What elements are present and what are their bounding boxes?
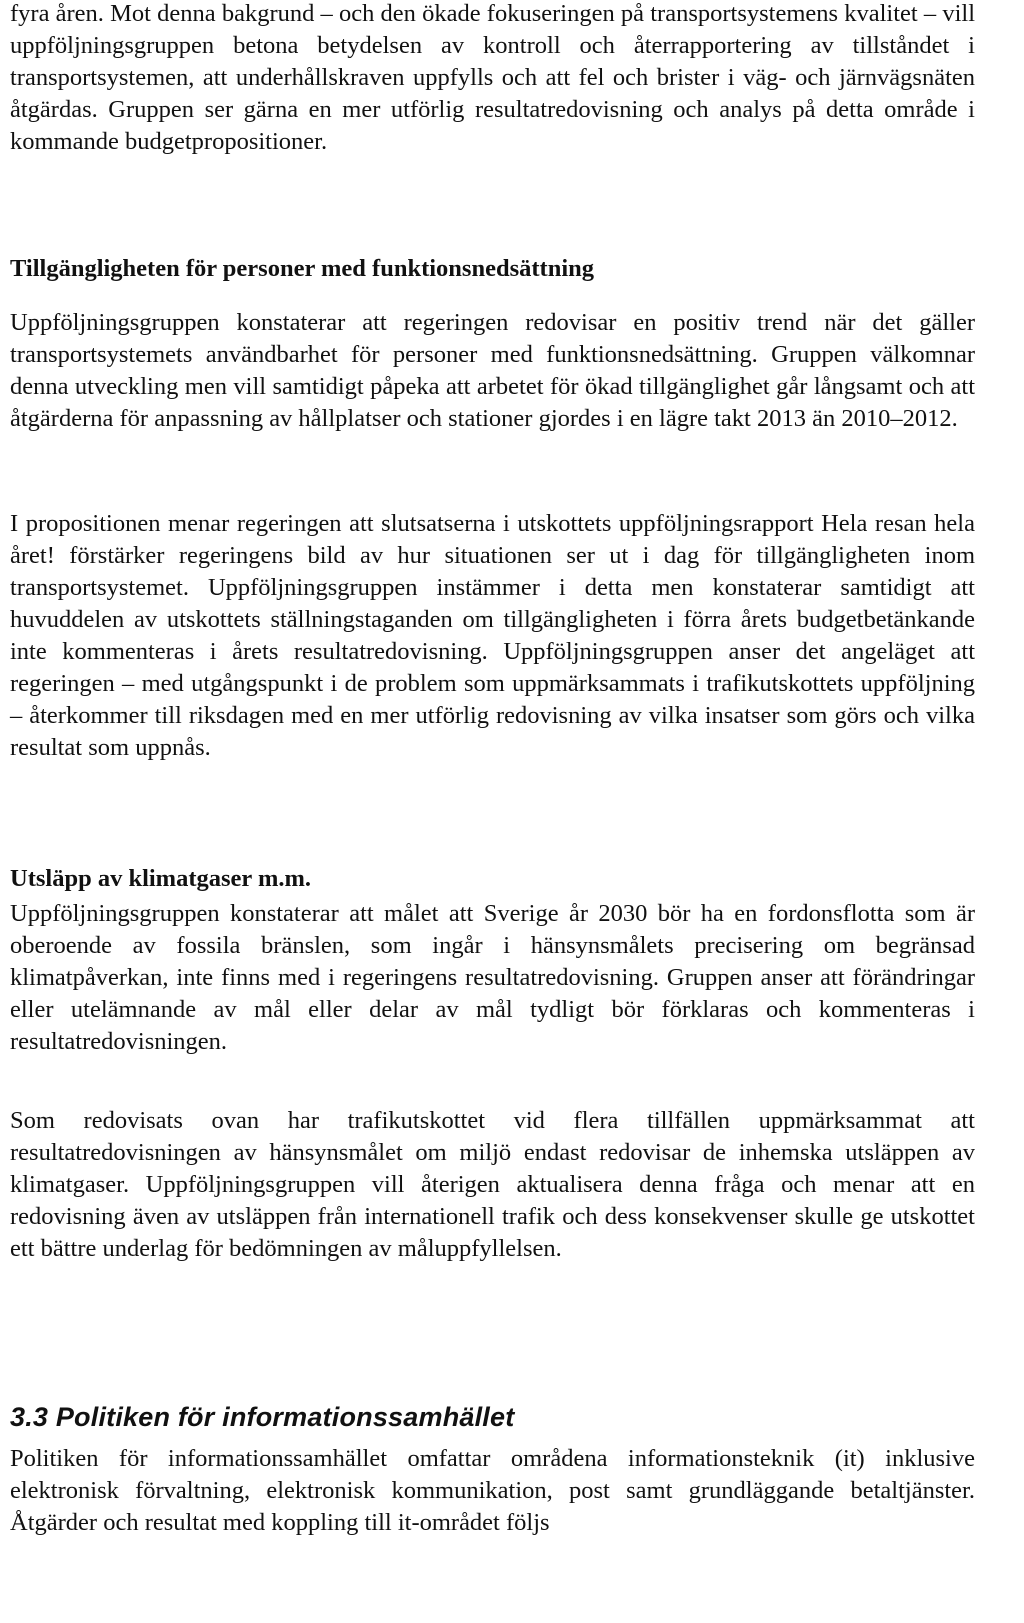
body-paragraph-accessibility-trend: Uppföljningsgruppen konstaterar att regeringen redovisar en positiv trend när det gäller transportsystemets användbarhet för personer med funktionsnedsättning. Gruppen välkomnar denna utveckling men vill samtidigt påpeka att arbetet för ökad tillgänglighet går långsamt och att åtgärderna för anpassning av hållplatser och stationer gjordes i en lägre takt 2013 än 2010–2012. [10,309,975,432]
body-paragraph-fossil-goal: Uppföljningsgruppen konstaterar att målet att Sverige år 2030 bör ha en fordonsflotta som är oberoende av fossila bränslen, som ingår i hänsynsmålets precisering om begränsad klimatpåverkan, inte finns med i regeringens resultatredovisning. Gruppen anser att förändringar eller utelämnande av mål eller delar av mål tydligt bör förklaras och kommenteras i resultatredovisningen. [10,900,975,1055]
body-paragraph-accessibility-proposition: I propositionen menar regeringen att slutsatserna i utskottets uppföljningsrapport Hela resan hela året! förstärker regeringens bild av hur situationen ser ut i dag för tillgängligheten inom transportsystemet. Uppföljningsgruppen instämmer i detta men konstaterar samtidigt att huvuddelen av utskottets ställningstaganden om tillgängligheten i förra årets budgetbetänkande inte kommenteras i årets resultatredovisning. Uppföljningsgruppen anser det angeläget att regeringen – med utgångspunkt i de problem som uppmärksammats i trafikutskottets uppföljning – återkommer till riksdagen med en mer utförlig redovisning av vilka insatser som görs och vilka resultat som uppnås. [10,510,975,761]
subheading-accessibility: Tillgängligheten för personer med funktionsnedsättning [10,255,595,282]
section-heading-information-society: 3.3 Politiken för informationssamhället [10,1402,515,1432]
body-paragraph-information-society: Politiken för informationssamhället omfattar områdena informationsteknik (it) inklusive elektronisk förvaltning, elektronisk kommunikation, post samt grundläggande betaltjänster. Åtgärder och resultat med koppling till it-området följs [10,1445,975,1536]
body-paragraph-international-traffic: Som redovisats ovan har trafikutskottet vid flera tillfällen uppmärksammat att resultatredovisningen av hänsynsmålet om miljö endast redovisar de inhemska utsläppen av klimatgaser. Uppföljningsgruppen vill återigen aktualisera denna fråga och menar att en redovisning även av utsläppen från internationell trafik och dess konsekvenser skulle ge utskottet ett bättre underlag för bedömningen av måluppfyllelsen. [10,1107,975,1262]
subheading-emissions: Utsläpp av klimatgaser m.m. [10,865,312,892]
body-paragraph-maintenance: fyra åren. Mot denna bakgrund – och den ökade fokuseringen på transportsystemens kvalitet – vill uppföljningsgruppen betona betydelsen av kontroll och återrapportering av tillståndet i transportsystemen, att underhållskraven uppfylls och att fel och brister i väg- och järnvägsnäten åtgärdas. Gruppen ser gärna en mer utförlig resultatredovisning och analys på detta område i kommande budgetpropositioner. [10,0,975,155]
